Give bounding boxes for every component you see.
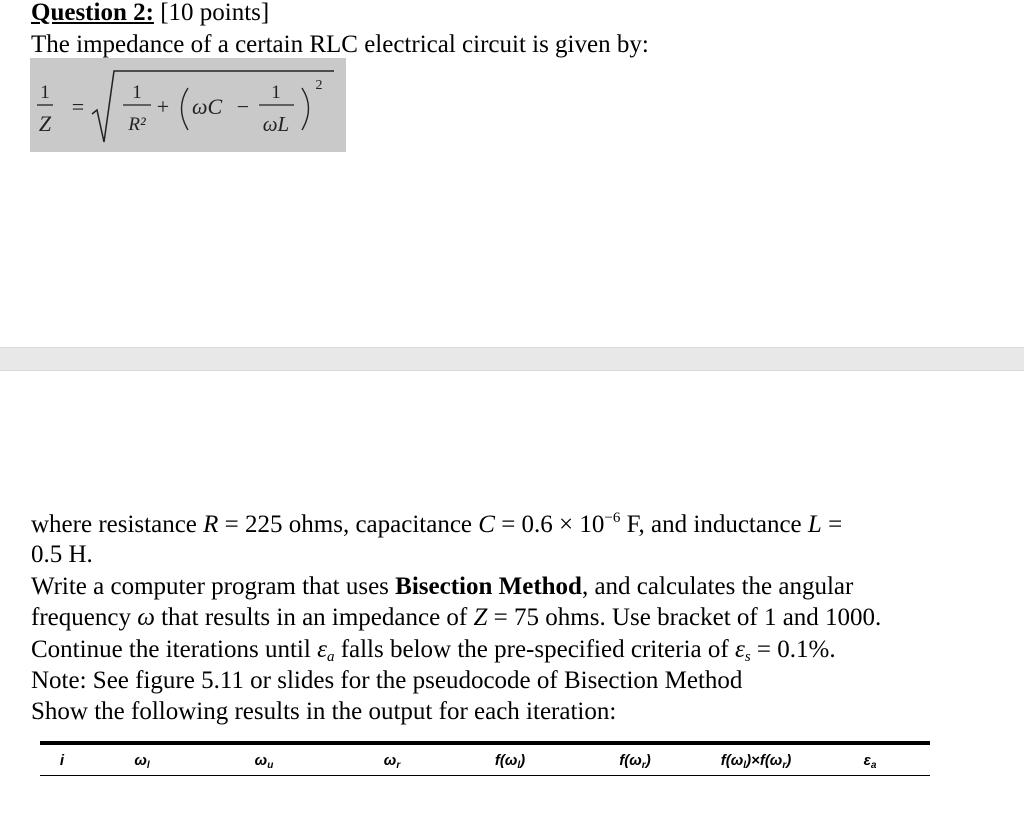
symbol-z: Z <box>473 604 488 631</box>
formula-t1-num: 1 <box>132 82 142 103</box>
formula-plus: + <box>156 94 170 119</box>
text-where-c: = 0.6 × 10 <box>494 511 605 538</box>
instruction-line-1 <box>31 571 853 602</box>
formula-t2-num: 1 <box>271 82 281 103</box>
text-write-a: Write a computer program that uses <box>31 573 396 600</box>
formula-t2-den: ωL <box>262 112 290 136</box>
results-table-header <box>40 741 930 776</box>
symbol-epsilon-a: ε <box>317 636 327 663</box>
text-write-b: , and calculates the angular <box>581 573 854 600</box>
intro-text: The impedance of a certain RLC electrical circuit is given by: <box>31 31 649 58</box>
symbol-c: C <box>478 511 495 538</box>
formula-graphic <box>30 58 346 152</box>
question-title: Question 2: <box>31 0 154 26</box>
text-freq-c: = 75 ohms. Use bracket of 1 and 1000. <box>487 604 882 631</box>
col-header-f-omega-l: $f(\omega_l)$ <box>494 752 526 771</box>
text-freq-a: frequency <box>31 604 138 631</box>
question-points: [10 points] <box>153 0 270 26</box>
instruction-line-2 <box>31 602 881 633</box>
page-divider <box>0 347 1024 371</box>
text-cont-c: = 0.1%. <box>750 636 836 663</box>
col-header-omega-r: $\omega_r$ <box>383 752 401 771</box>
impedance-formula <box>30 58 346 152</box>
subscript-s: s <box>744 649 751 665</box>
formula-lhs-num: 1 <box>40 82 50 103</box>
show-results-line: Show the following results in the output for each iteration: <box>31 698 617 725</box>
text-where-e: = <box>821 511 843 538</box>
text-where-d: F, and inductance <box>620 511 808 538</box>
formula-omega-c: ωC <box>192 94 223 119</box>
text-cont-a: Continue the iterations until <box>31 636 318 663</box>
question-heading <box>31 0 269 28</box>
text-where-b: = 225 ohms, capacitance <box>218 511 479 538</box>
note-line: Note: See figure 5.11 or slides for the pseudocode of Bisection Method <box>31 667 743 694</box>
symbol-r: R <box>203 511 219 538</box>
parameters-line-2: 0.5 H. <box>31 541 93 568</box>
exponent-neg6: −6 <box>604 510 621 526</box>
symbol-epsilon-s: ε <box>734 636 745 663</box>
formula-t1-den: R² <box>128 114 146 135</box>
col-header-omega-l: $\omega_l$ <box>134 752 150 771</box>
symbol-omega: ω <box>137 604 155 631</box>
formula-equals: = <box>71 94 85 119</box>
text-freq-b: that results in an impedance of <box>154 604 474 631</box>
text-where-a: where resistance <box>31 511 204 538</box>
formula-lhs-den: Z <box>38 111 52 136</box>
text-cont-b: falls below the pre-specified criteria of <box>334 636 735 663</box>
formula-minus: − <box>236 94 250 119</box>
col-header-f-omega-r: $f(\omega_r)$ <box>619 752 651 771</box>
col-header-epsilon-a: $\varepsilon_a$ <box>863 752 877 771</box>
bisection-method-term: Bisection Method <box>395 573 582 600</box>
formula-exponent: 2 <box>315 78 323 93</box>
parameters-line-1 <box>31 509 842 540</box>
col-header-product: $f(\omega_l)\times f(\omega_r)$ <box>720 752 792 771</box>
subscript-a: a <box>326 649 335 665</box>
symbol-l: L <box>807 511 822 538</box>
stopping-criteria-line <box>31 634 836 665</box>
col-header-omega-u: $\omega_u$ <box>254 752 274 771</box>
col-header-i: i <box>59 752 65 769</box>
